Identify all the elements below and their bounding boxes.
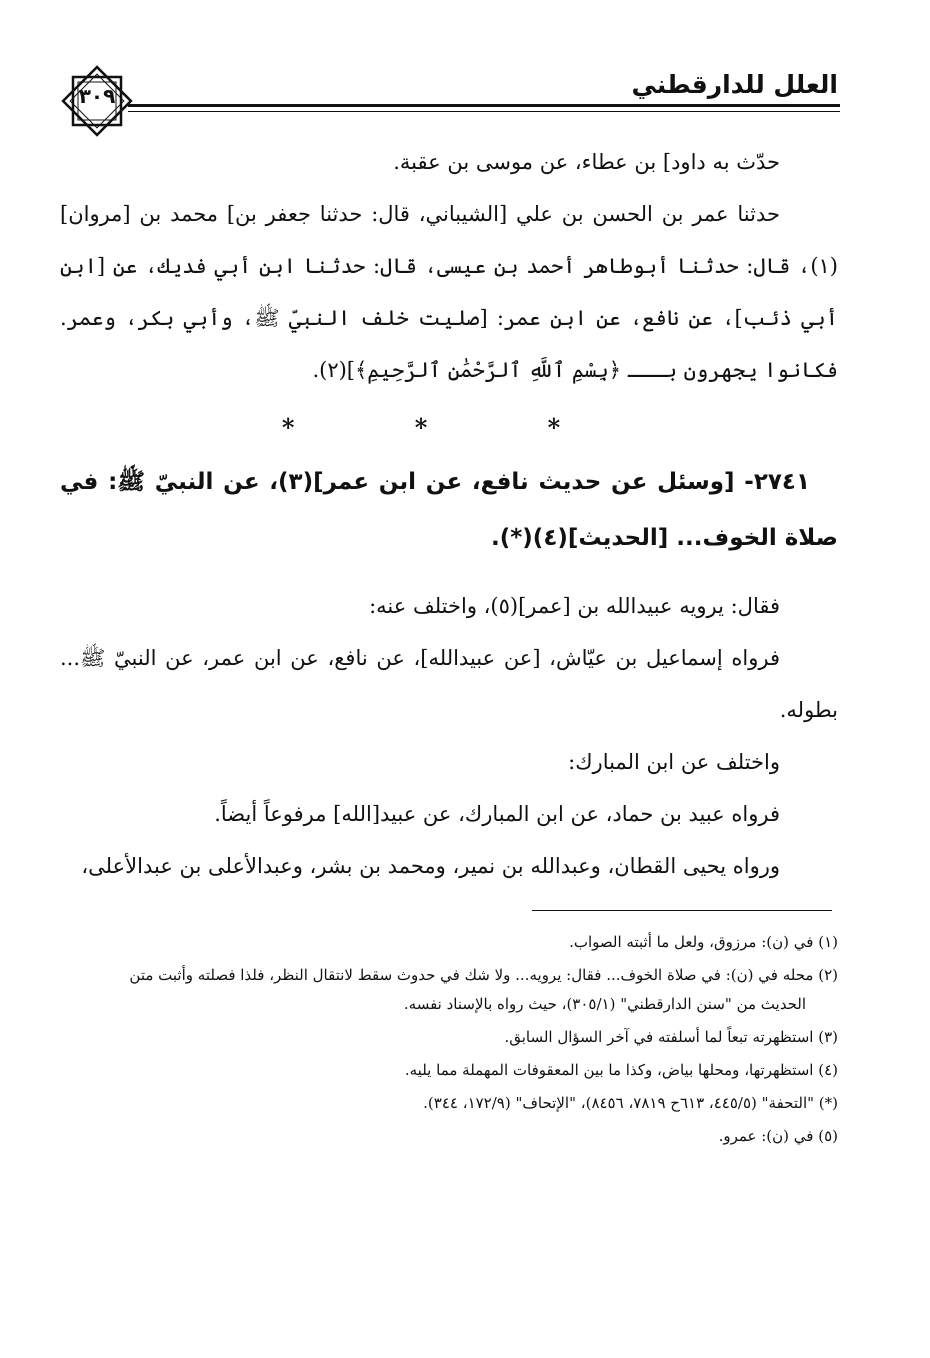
paragraph-3: فقال: يرويه عبيدالله بن [عمر](٥)، واختلف عنه:: [369, 594, 780, 618]
footnote-1: (١) في (ن): مرزوق، ولعل ما أثبته الصواب.: [569, 933, 838, 951]
section-separator: [60, 396, 838, 454]
header-rule-thin: [128, 111, 840, 112]
paragraph-2: حدثنا عمر بن الحسن بن علي [الشيباني، قال: حدثنا جعفر بن] محمد بن [مروان](١)، قال: حدثنا أبوطاهر أحمد بن عيسى، قال: حدثنا ابن أبي فديك، عن [ابن أبي ذئب]، عن نافع، عن ابن عمر: [صليت خلف النبيّ ﷺ، وأبي بكر، وعمر. فكانوا يجهرون بـــ ﴿بِسْمِ ٱللَّهِ ٱلرَّحْمَٰنِ ٱلرَّحِيمِ﴾](٢).: [60, 202, 838, 382]
main-text: [60, 136, 838, 892]
footnote-3: (٣) استظهرته تبعاً لما أسلفته في آخر السؤال السابق.: [504, 1028, 838, 1046]
footnote-4: (٤) استظهرتها، ومحلها بياض، وكذا ما بين المعقوفات المهملة مما يليه.: [404, 1061, 838, 1079]
paragraph-1: حدّث به داود] بن عطاء، عن موسى بن عقبة.: [393, 150, 780, 174]
question-heading: ٢٧٤١- [وسئل عن حديث نافع، عن ابن عمر](٣)، عن النبيّ ﷺ: في صلاة الخوف... [الحديث](٤)(*).: [60, 469, 838, 551]
footnote-rule: [532, 910, 832, 911]
footnote-2-continued: الحديث من "سنن الدارقطني" (٣٠٥/١)، حيث رواه بالإسناد نفسه.: [403, 995, 806, 1013]
header-rule-thick: [128, 104, 840, 107]
asterisk-divider: * * *: [281, 413, 617, 442]
footnote-2: (٢) محله في (ن): في صلاة الخوف... فقال: يرويه... ولا شك في حدوث سقط لانتقال النظر، فلذا فصلته وأثبت متن: [129, 966, 838, 984]
footnote-5: (٥) في (ن): عمرو.: [718, 1127, 838, 1145]
footnotes: [60, 928, 838, 1155]
footnote-star: (*) "التحفة" (٤٤٥/٥، ٦١٣ح ٧٨١٩، ٨٤٥٦)، "الإتحاف" (١٧٢/٩، ٣٤٤).: [423, 1094, 838, 1112]
paragraph-6: فرواه عبيد بن حماد، عن ابن المبارك، عن عبيد[الله] مرفوعاً أيضاً.: [214, 802, 780, 826]
paragraph-7: ورواه يحيى القطان، وعبدالله بن نمير، ومحمد بن بشر، وعبدالأعلى بن عبدالأعلى،: [81, 854, 780, 878]
page-number: ٣٠٩: [78, 84, 116, 108]
book-title: العلل للدارقطني: [631, 70, 838, 99]
page-number-badge: [58, 62, 136, 140]
paragraph-4: فرواه إسماعيل بن عيّاش، [عن عبيدالله]، عن نافع، عن ابن عمر، عن النبيّ ﷺ... بطوله.: [60, 646, 838, 722]
paragraph-5: واختلف عن ابن المبارك:: [568, 750, 780, 774]
